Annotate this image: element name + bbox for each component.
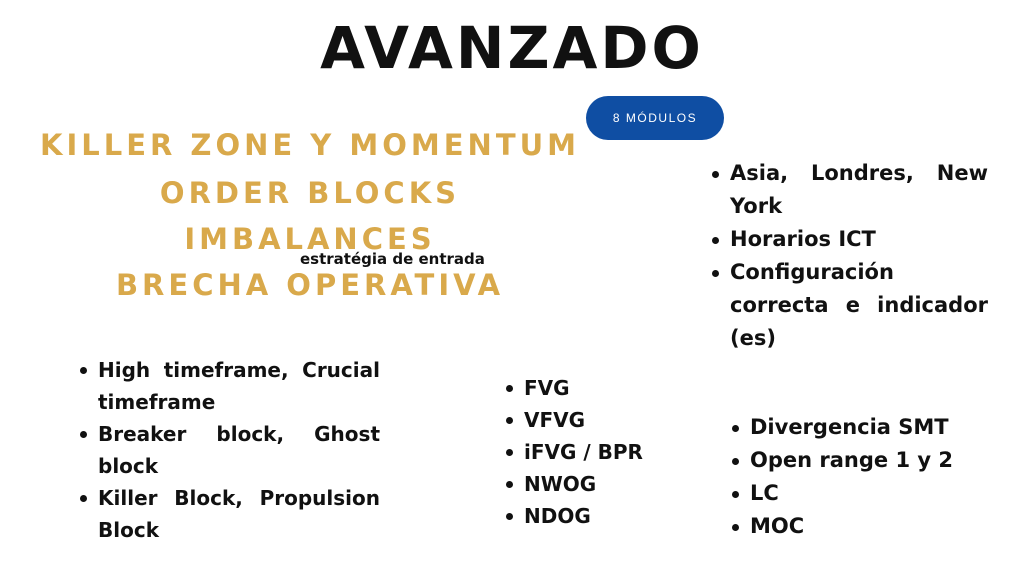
bullet-icon <box>506 513 513 520</box>
bullet-icon <box>732 524 739 531</box>
bullet-icon <box>712 237 719 244</box>
bullet-icon <box>506 481 513 488</box>
bullet-icon <box>80 367 87 374</box>
bullet-icon <box>506 449 513 456</box>
list-item <box>502 468 662 500</box>
page-title: AVANZADO <box>320 14 704 82</box>
bullet-icon <box>732 491 739 498</box>
list-item-text: Divergencia SMT <box>750 415 949 439</box>
list-item-text: VFVG <box>524 408 586 432</box>
bullet-icon <box>506 417 513 424</box>
order-blocks-list <box>76 354 380 546</box>
list-item <box>502 436 662 468</box>
list-item-text: NDOG <box>524 504 591 528</box>
list-item-text: Configuración correcta e indicador (es) <box>730 260 988 350</box>
list-item <box>502 404 662 436</box>
bullet-icon <box>80 431 87 438</box>
list-item-text: Asia, Londres, New York <box>730 161 988 218</box>
bullet-icon <box>712 171 719 178</box>
list-item <box>76 482 380 546</box>
imbalances-list <box>502 372 662 532</box>
list-item-text: NWOG <box>524 472 597 496</box>
list-item-text: Horarios ICT <box>730 227 876 251</box>
list-item-text: Killer Block, Propulsion Block <box>98 486 380 542</box>
list-item-text: Open range 1 y 2 <box>750 448 953 472</box>
list-item-text: Breaker block, Ghost block <box>98 422 380 478</box>
heading-order-blocks: ORDER BLOCKS <box>159 176 461 210</box>
bullet-icon <box>732 425 739 432</box>
bullet-icon <box>712 270 719 277</box>
list-item <box>728 444 988 477</box>
bullet-icon <box>80 495 87 502</box>
brecha-operativa-list <box>728 411 988 543</box>
list-item <box>728 510 988 543</box>
list-item <box>76 418 380 482</box>
list-item <box>502 372 662 404</box>
list-item-text: FVG <box>524 376 570 400</box>
list-item-text: LC <box>750 481 779 505</box>
heading-imbalances: IMBALANCES <box>184 222 436 256</box>
list-item <box>708 223 988 256</box>
heading-brecha-operativa: BRECHA OPERATIVA <box>115 268 505 302</box>
list-item <box>708 256 988 355</box>
list-item <box>76 354 380 418</box>
list-item <box>728 477 988 510</box>
list-item <box>708 157 988 223</box>
bullet-icon <box>506 385 513 392</box>
list-item <box>502 500 662 532</box>
list-item-text: High timeframe, Crucial timeframe <box>98 358 380 414</box>
list-item-text: iFVG / BPR <box>524 440 643 464</box>
killer-zone-list <box>708 157 988 355</box>
entry-strategy-subheading: estratégia de entrada <box>300 250 485 268</box>
modules-badge: 8 MÓDULOS <box>586 96 724 140</box>
list-item <box>728 411 988 444</box>
list-item-text: MOC <box>750 514 805 538</box>
heading-killer-zone: KILLER ZONE Y MOMENTUM <box>39 128 581 162</box>
bullet-icon <box>732 458 739 465</box>
